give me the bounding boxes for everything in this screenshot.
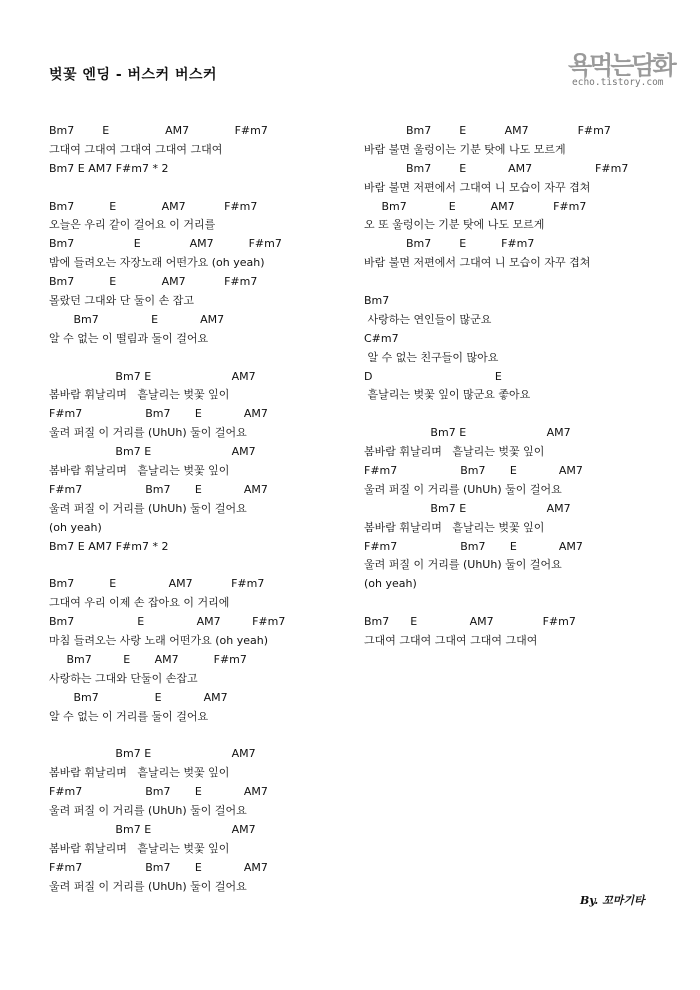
lyric-line: F#m7 Bm7 E AM7 <box>364 464 583 478</box>
lyric-line: Bm7 E AM7 <box>364 501 571 515</box>
lyric-line: 사랑하는 그대와 단둘이 손잡고 <box>49 671 198 685</box>
lyric-line: 그대여 그대여 그대여 그대여 그대여 <box>364 634 538 648</box>
lyric-line: Bm7 E AM7 <box>49 369 256 383</box>
left-lyrics-column <box>49 122 349 897</box>
lyric-line: Bm7 E AM7 F#m7 <box>49 124 268 137</box>
lyric-line: Bm7 E F#m7 <box>364 237 535 251</box>
blank-line <box>364 273 664 292</box>
lyric-line: Bm7 E AM7 F#m7 <box>49 615 286 629</box>
lyric-line: 오늘은 우리 같이 걸어요 이 거리를 <box>49 218 216 232</box>
lyric-line: 마침 들려오는 사랑 노래 어떤가요 (oh yeah) <box>49 634 269 648</box>
lyric-line: 알 수 없는 이 거리를 둘이 걸어요 <box>49 709 209 723</box>
lyric-line: 봄바람 휘날리며 흩날리는 벚꽃 잎이 <box>364 445 545 459</box>
lyric-line: 사랑하는 연인들이 많군요 <box>364 312 492 326</box>
blank-line <box>49 556 349 575</box>
lyric-line: 흩날리는 벚꽃 잎이 많군요 좋아요 <box>364 388 531 402</box>
watermark-url: echo.tistory.com <box>572 77 664 88</box>
lyric-line: 그대여 그대여 그대여 그대여 그대여 <box>49 142 223 156</box>
lyric-line: Bm7 E AM7 F#m7 <box>49 577 265 591</box>
song-title: 벚꽃 엔딩 - 버스커 버스커 <box>49 67 218 83</box>
lyric-line: Bm7 E AM7 F#m7 <box>49 237 282 251</box>
lyric-line: Bm7 E AM7 F#m7 * 2 <box>49 161 169 175</box>
lyric-line: Bm7 E AM7 F#m7 <box>49 652 247 666</box>
lyric-line: Bm7 E AM7 F#m7 <box>364 615 576 629</box>
lyric-line: (oh yeah) <box>364 577 417 591</box>
lyric-line: Bm7 E AM7 F#m7 <box>364 199 587 213</box>
lyric-line: (oh yeah) <box>49 520 102 534</box>
lyric-line: 봄바람 휘날리며 흩날리는 벚꽃 잎이 <box>49 388 230 402</box>
lyric-line: Bm7 E AM7 <box>49 822 256 836</box>
lyric-line: 울려 퍼질 이 거리를 (UhUh) 둘이 걸어요 <box>49 879 247 893</box>
lyric-line: 울려 퍼질 이 거리를 (UhUh) 둘이 걸어요 <box>364 482 562 496</box>
lyric-line: D E <box>364 369 502 383</box>
lyric-line: 울려 퍼질 이 거리를 (UhUh) 둘이 걸어요 <box>49 501 247 515</box>
lyric-line: 바람 불면 울렁이는 기분 탓에 나도 모르게 <box>364 142 566 156</box>
lyric-line: 오 또 울렁이는 기분 탓에 나도 모르게 <box>364 218 545 232</box>
right-lyrics-column <box>364 122 664 651</box>
lyric-line: 바람 불면 저편에서 그대여 니 모습이 자꾸 겹쳐 <box>364 256 591 270</box>
lyric-line: Bm7 E AM7 F#m7 <box>49 199 258 213</box>
blank-line <box>364 594 664 613</box>
blank-line <box>364 405 664 424</box>
lyric-line: 바람 불면 저편에서 그대여 니 모습이 자꾸 겹쳐 <box>364 180 591 194</box>
lyric-line: 울려 퍼질 이 거리를 (UhUh) 둘이 걸어요 <box>364 558 562 572</box>
blog-watermark-logo <box>562 46 674 94</box>
lyric-line: Bm7 E AM7 F#m7 <box>364 161 629 175</box>
lyric-line: F#m7 Bm7 E AM7 <box>364 539 583 553</box>
lyric-line: Bm7 E AM7 F#m7 <box>364 124 611 137</box>
lyric-line: 몰랐던 그대와 단 둘이 손 잡고 <box>49 294 194 308</box>
lyric-line: 알 수 없는 친구들이 많아요 <box>364 350 499 364</box>
author-signature: By. 꼬마기타 <box>580 894 645 907</box>
lyric-line: 울려 퍼질 이 거리를 (UhUh) 둘이 걸어요 <box>49 426 247 440</box>
lyric-line: Bm7 E AM7 <box>49 445 256 459</box>
lyric-line: Bm7 E AM7 <box>49 312 225 326</box>
lyric-line: 밤에 들려오는 자장노래 어떤가요 (oh yeah) <box>49 256 265 270</box>
lyric-line: 그대여 우리 이제 손 잡아요 이 거리에 <box>49 596 230 610</box>
lyric-line: F#m7 Bm7 E AM7 <box>49 785 268 799</box>
lyric-line: Bm7 E AM7 <box>49 690 228 704</box>
blank-line <box>49 179 349 198</box>
lyric-line: 봄바람 휘날리며 흩날리는 벚꽃 잎이 <box>49 841 230 855</box>
lyric-line: F#m7 Bm7 E AM7 <box>49 407 268 421</box>
lyric-line: 봄바람 휘날리며 흩날리는 벚꽃 잎이 <box>49 464 230 478</box>
lyric-line: C#m7 <box>364 331 399 345</box>
lyric-line: Bm7 E AM7 <box>364 426 571 440</box>
lyric-line: Bm7 <box>364 294 390 308</box>
lyric-line: 알 수 없는 이 떨림과 둘이 걸어요 <box>49 331 209 345</box>
lyric-line: 울려 퍼질 이 거리를 (UhUh) 둘이 걸어요 <box>49 804 247 818</box>
watermark-main-text: 욕먹는담화 <box>568 51 674 80</box>
lyric-line: Bm7 E AM7 F#m7 <box>49 275 258 289</box>
lyric-line: F#m7 Bm7 E AM7 <box>49 860 268 874</box>
blank-line <box>49 349 349 368</box>
lyric-line: Bm7 E AM7 <box>49 747 256 761</box>
lyric-line: 봄바람 휘날리며 흩날리는 벚꽃 잎이 <box>364 520 545 534</box>
lyric-line: Bm7 E AM7 F#m7 * 2 <box>49 539 169 553</box>
lyric-line: 봄바람 휘날리며 흩날리는 벚꽃 잎이 <box>49 766 230 780</box>
blank-line <box>49 727 349 746</box>
lyric-line: F#m7 Bm7 E AM7 <box>49 482 268 496</box>
